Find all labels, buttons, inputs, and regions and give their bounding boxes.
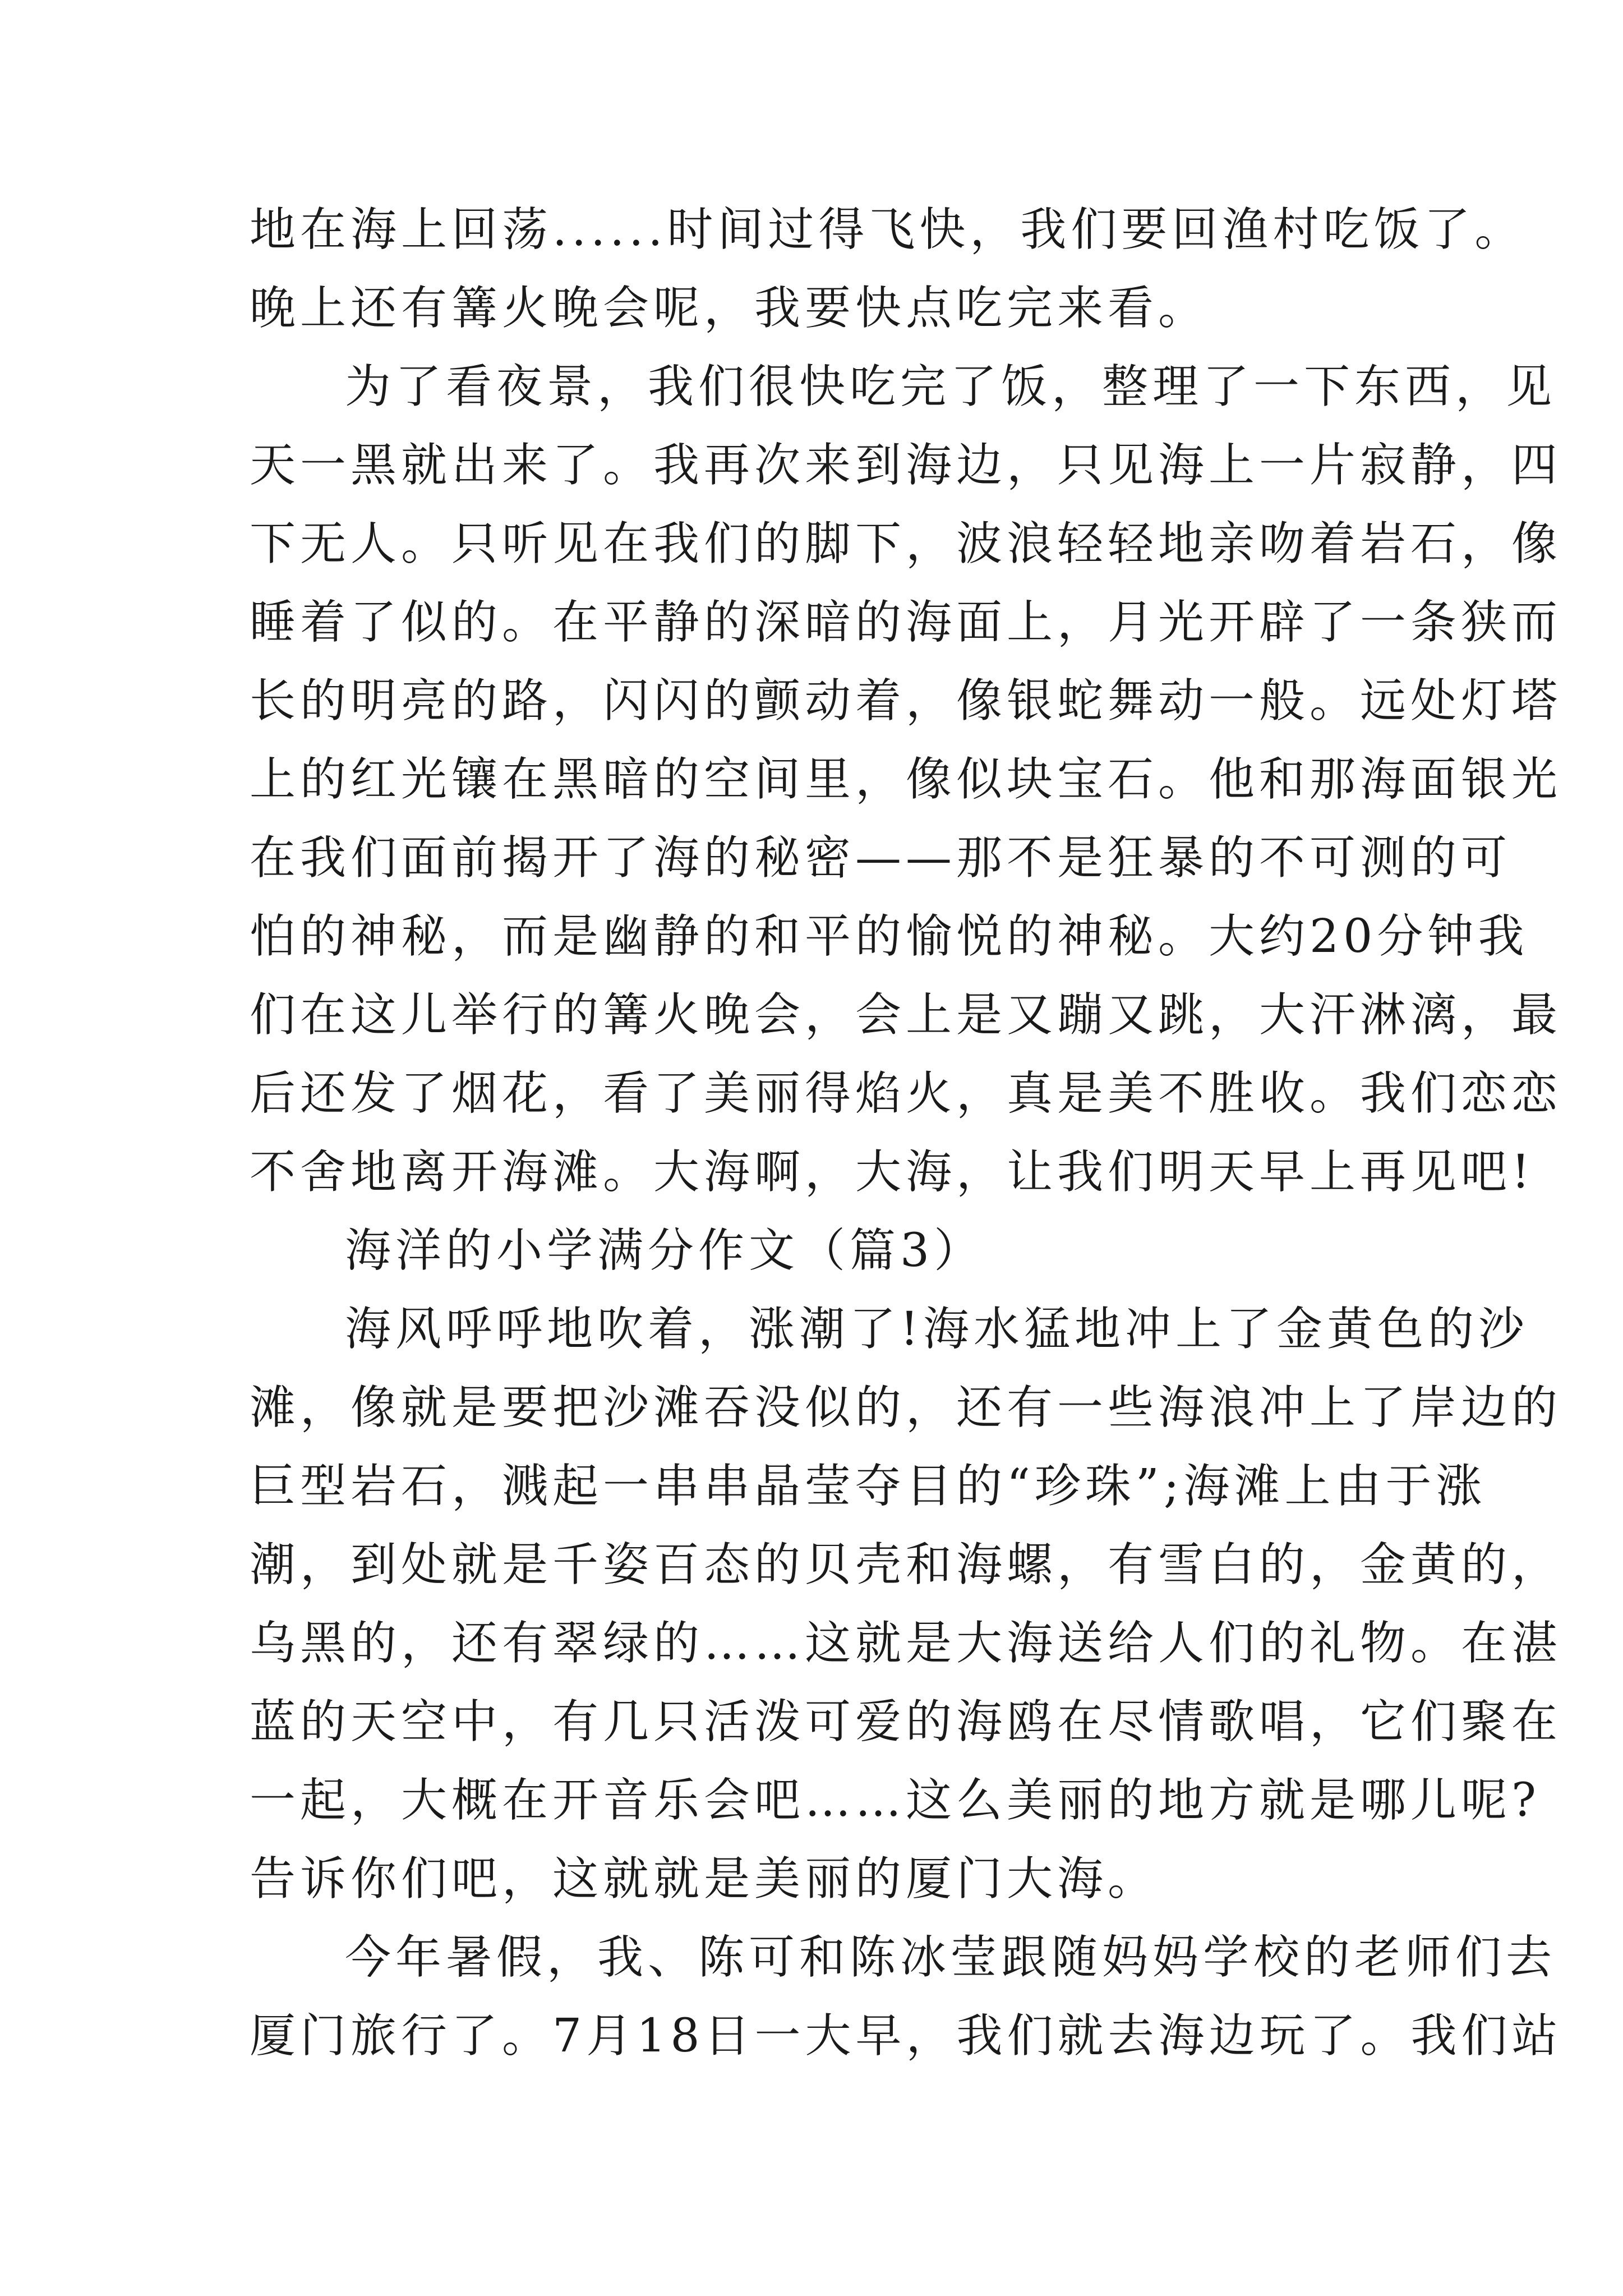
text-line: 天一黑就出来了。我再次来到海边，只见海上一片寂静，四 bbox=[250, 439, 1562, 492]
text-line: 下无人。只听见在我们的脚下，波浪轻轻地亲吻着岩石，像 bbox=[250, 517, 1562, 570]
text-line: 今年暑假，我、陈可和陈冰莹跟随妈妈学校的老师们去 bbox=[345, 1931, 1557, 1984]
document-body bbox=[250, 191, 1562, 2076]
text-line: 厦门旅行了。7月18日一大早，我们就去海边玩了。我们站 bbox=[250, 2009, 1562, 2063]
text-line: 在我们面前揭开了海的秘密——那不是狂暴的不可测的可 bbox=[250, 831, 1512, 885]
text-line: 海风呼呼地吹着，涨潮了!海水猛地冲上了金黄色的沙 bbox=[345, 1303, 1529, 1356]
text-line: 上的红光镶在黑暗的空间里，像似块宝石。他和那海面银光 bbox=[250, 753, 1562, 806]
text-line: 地在海上回荡......时间过得飞快，我们要回渔村吃饭了。 bbox=[250, 203, 1525, 256]
text-line: 一起，大概在开音乐会吧……这么美丽的地方就是哪儿呢? bbox=[250, 1774, 1541, 1827]
text-line: 睡着了似的。在平静的深暗的海面上，月光开辟了一条狭而 bbox=[250, 596, 1562, 649]
text-line: 巨型岩石，溅起一串串晶莹夺目的“珍珠”;海滩上由于涨 bbox=[250, 1460, 1487, 1513]
text-line: 为了看夜景，我们很快吃完了饭，整理了一下东西，见 bbox=[345, 360, 1557, 413]
text-line: 潮，到处就是千姿百态的贝壳和海螺，有雪白的，金黄的， bbox=[250, 1538, 1562, 1591]
text-line: 告诉你们吧，这就就是美丽的厦门大海。 bbox=[250, 1852, 1159, 1906]
text-line: 后还发了烟花，看了美丽得焰火，真是美不胜收。我们恋恋 bbox=[250, 1067, 1562, 1120]
text-line: 怕的神秘，而是幽静的和平的愉悦的神秘。大约20分钟我 bbox=[250, 910, 1529, 963]
text-line: 晚上还有篝火晚会呢，我要快点吃完来看。 bbox=[250, 282, 1209, 335]
text-line: 长的明亮的路，闪闪的颤动着，像银蛇舞动一般。远处灯塔 bbox=[250, 674, 1562, 728]
text-line: 海洋的小学满分作文（篇3） bbox=[345, 1224, 985, 1277]
text-line: 不舍地离开海滩。大海啊，大海，让我们明天早上再见吧! bbox=[250, 1145, 1534, 1199]
text-line: 滩，像就是要把沙滩吞没似的，还有一些海浪冲上了岸边的 bbox=[250, 1381, 1562, 1434]
text-line: 蓝的天空中，有几只活泼可爱的海鸥在尽情歌唱，它们聚在 bbox=[250, 1695, 1562, 1749]
text-line: 们在这儿举行的篝火晚会，会上是又蹦又跳，大汗淋漓，最 bbox=[250, 988, 1562, 1042]
text-line: 乌黑的，还有翠绿的……这就是大海送给人们的礼物。在湛 bbox=[250, 1617, 1562, 1670]
